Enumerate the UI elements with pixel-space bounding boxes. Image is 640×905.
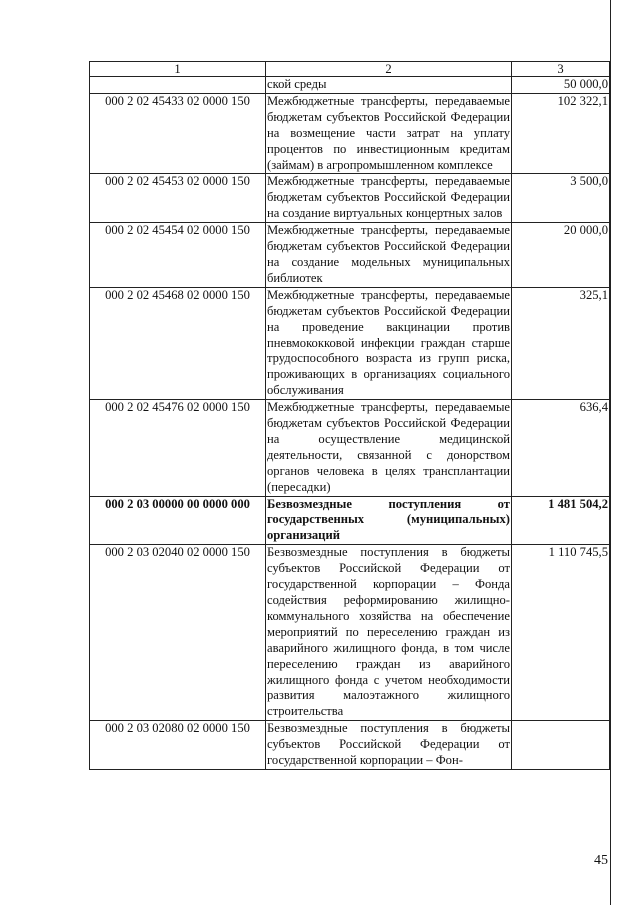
row-code: 000 2 03 00000 00 0000 000 (90, 496, 266, 545)
table-row (90, 223, 610, 288)
row-description: Безвозмездные поступления от государственных (муниципальных) организаций (266, 496, 512, 545)
header-col-3: 3 (512, 62, 610, 77)
row-amount: 1 110 745,5 (512, 545, 610, 721)
row-code: 000 2 02 45468 02 0000 150 (90, 287, 266, 399)
table-row (90, 400, 610, 496)
row-amount (512, 721, 610, 770)
row-amount: 20 000,0 (512, 223, 610, 288)
row-code: 000 2 02 45453 02 0000 150 (90, 174, 266, 223)
row-description: Межбюджетные трансферты, передаваемые бюджетам субъектов Российской Федерации на проведение вакцинации против пневмококковой инфекции граждан старше трудоспособного возраста из групп риска, проживающих в организациях социального обслуживания (266, 287, 512, 399)
row-code: 000 2 02 45454 02 0000 150 (90, 223, 266, 288)
table-row (90, 77, 610, 94)
table-row (90, 93, 610, 174)
row-amount: 3 500,0 (512, 174, 610, 223)
header-col-2: 2 (266, 62, 512, 77)
row-code: 000 2 02 45433 02 0000 150 (90, 93, 266, 174)
row-description: Межбюджетные трансферты, передаваемые бюджетам субъектов Российской Федерации на создание модельных муниципальных библиотек (266, 223, 512, 288)
table-row (90, 545, 610, 721)
row-description: Межбюджетные трансферты, передаваемые бюджетам субъектов Российской Федерации на создание виртуальных концертных залов (266, 174, 512, 223)
page-edge-line (610, 0, 611, 905)
row-description: Безвозмездные поступления в бюджеты субъектов Российской Федерации от государственной корпорации – Фонда содействия реформированию жилищно-коммунального хозяйства на обеспечение мероприятий по переселению граждан из аварийного жилищного фонда, в том числе переселению граждан из аварийного жилищного фонда с учетом необходимости развития малоэтажного жилищного строительства (266, 545, 512, 721)
row-amount: 50 000,0 (512, 77, 610, 94)
table-row-section-total (90, 496, 610, 545)
row-description: Межбюджетные трансферты, передаваемые бюджетам субъектов Российской Федерации на возмещение части затрат на уплату процентов по инвестиционным кредитам (займам) в агропромышленном комплексе (266, 93, 512, 174)
row-description: ской среды (266, 77, 512, 94)
row-code: 000 2 03 02040 02 0000 150 (90, 545, 266, 721)
row-description: Межбюджетные трансферты, передаваемые бюджетам субъектов Российской Федерации на осуществление медицинской деятельности, связанной с донорством органов человека в целях трансплантации (пересадки) (266, 400, 512, 496)
table-row (90, 287, 610, 399)
budget-table (89, 61, 610, 770)
table-row (90, 721, 610, 770)
row-amount: 636,4 (512, 400, 610, 496)
table-header-row (90, 62, 610, 77)
table-row (90, 174, 610, 223)
row-code (90, 77, 266, 94)
header-col-1: 1 (90, 62, 266, 77)
row-amount: 325,1 (512, 287, 610, 399)
row-description: Безвозмездные поступления в бюджеты субъектов Российской Федерации от государственной корпорации – Фон- (266, 721, 512, 770)
page-number: 45 (594, 853, 608, 868)
row-amount: 102 322,1 (512, 93, 610, 174)
row-code: 000 2 02 45476 02 0000 150 (90, 400, 266, 496)
row-amount: 1 481 504,2 (512, 496, 610, 545)
row-code: 000 2 03 02080 02 0000 150 (90, 721, 266, 770)
